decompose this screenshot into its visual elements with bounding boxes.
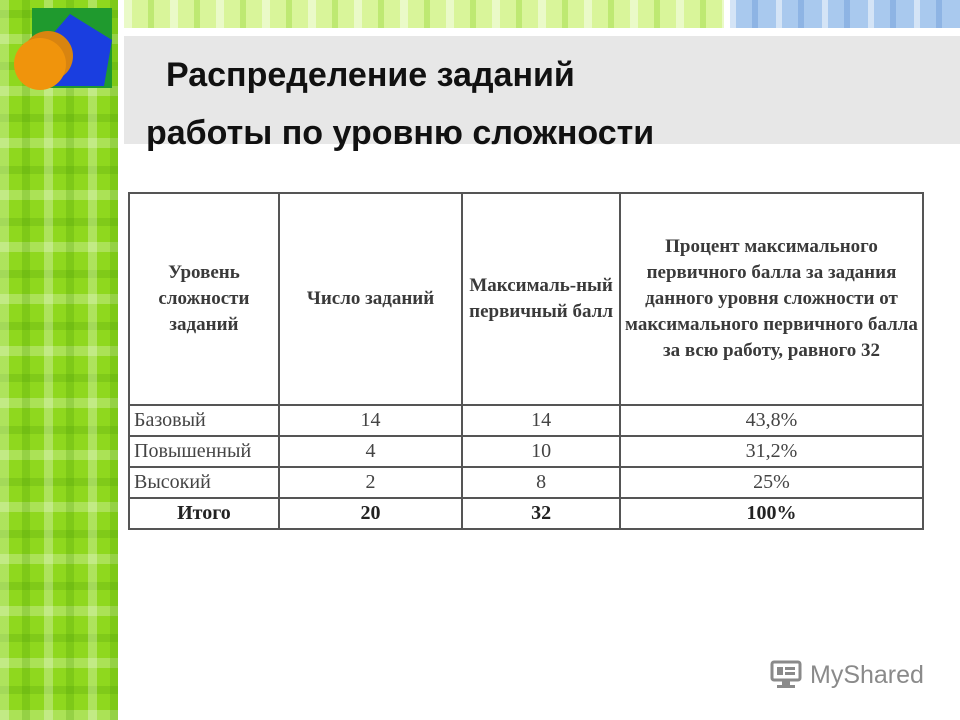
cell-level: Повышенный [129, 436, 279, 467]
myshared-logo-icon [768, 659, 804, 691]
table-row [129, 467, 923, 498]
cell-percent: 43,8% [620, 405, 923, 436]
cell-total-count: 20 [279, 498, 462, 529]
cell-total-label: Итого [129, 498, 279, 529]
table-header-row [129, 193, 923, 405]
difficulty-table-container [128, 192, 924, 530]
cell-total-percent: 100% [620, 498, 923, 529]
cell-total-max-score: 32 [462, 498, 620, 529]
watermark-text: MyShared [810, 660, 924, 689]
difficulty-table [128, 192, 924, 530]
cell-count: 14 [279, 405, 462, 436]
cell-count: 4 [279, 436, 462, 467]
header-max-score: Максималь-ный первичный балл [462, 193, 620, 405]
slide-title-line2: работы по уровню сложности [146, 114, 655, 152]
cell-level: Высокий [129, 467, 279, 498]
cell-max-score: 14 [462, 405, 620, 436]
header-count: Число заданий [279, 193, 462, 405]
header-percent: Процент максимального первичного балла за задания данного уровня сложности от максимального первичного балла за всю работу, равного 32 [620, 193, 923, 405]
cell-percent: 25% [620, 467, 923, 498]
cell-max-score: 8 [462, 467, 620, 498]
decorative-top-band-green [124, 0, 724, 28]
slide-title-line1: Распределение заданий [166, 56, 575, 94]
slide-title [146, 46, 654, 162]
cell-count: 2 [279, 467, 462, 498]
table-row [129, 436, 923, 467]
table-row [129, 405, 923, 436]
cell-percent: 31,2% [620, 436, 923, 467]
decorative-top-band-blue [730, 0, 960, 28]
table-total-row [129, 498, 923, 529]
cell-level: Базовый [129, 405, 279, 436]
cell-max-score: 10 [462, 436, 620, 467]
logo-orange-circle [14, 38, 66, 90]
shapes-logo [0, 0, 124, 110]
header-level: Уровень сложности заданий [129, 193, 279, 405]
watermark [768, 658, 924, 692]
